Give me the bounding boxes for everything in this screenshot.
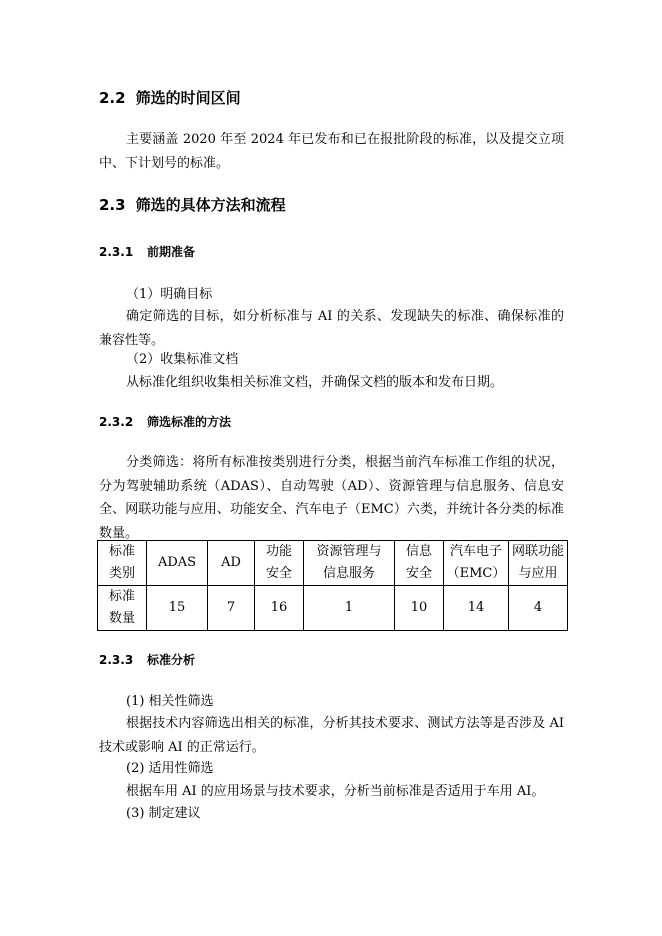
table-row (98, 586, 568, 631)
table-header-cell: 标准 类别 (98, 541, 147, 586)
paragraph-classification: 分类筛选：将所有标准按类别进行分类，根据当前汽车标准工作组的状况，分为驾驶辅助系统（ADAS）、自动驾驶（AD）、资源管理与信息服务、信息安全、网联功能与应用、功能安全、汽车电子（EMC）六类，并统计各分类的标准数量。 (99, 455, 564, 541)
paragraph-goal: 确定筛选的目标，如分析标准与 AI 的关系、发现缺失的标准、确保标准的兼容性等。 (99, 309, 564, 348)
heading-title: 筛选标准的方法 (147, 415, 232, 429)
table-header-cell: 标准 数量 (98, 586, 147, 631)
table-row (98, 541, 568, 586)
heading-title: 筛选的时间区间 (135, 89, 241, 107)
table-cell: 7 (208, 586, 255, 631)
heading-2-3 (99, 195, 286, 215)
table-header-cell: ADAS (147, 541, 208, 586)
heading-2-3-2 (99, 413, 231, 431)
table-cell: 14 (444, 586, 509, 631)
heading-number: 2.3.2 (99, 415, 134, 429)
heading-title: 前期准备 (147, 245, 196, 259)
list-item-label: (2) 适用性筛选 (126, 761, 214, 776)
list-item-label: (1) 相关性筛选 (126, 694, 214, 709)
heading-2-2 (99, 88, 241, 108)
paragraph-collect: 从标准化组织收集相关标准文档，并确保文档的版本和发布日期。 (126, 375, 504, 390)
table-cell: 4 (509, 586, 568, 631)
table-header-cell: 功能 安全 (255, 541, 304, 586)
table-header-cell: 汽车电子 （EMC） (444, 541, 509, 586)
heading-number: 2.2 (99, 89, 126, 107)
paragraph-relevance: 根据技术内容筛选出相关的标准，分析其技术要求、测试方法等是否涉及 AI 技术或影响 AI 的正常运行。 (99, 716, 564, 755)
heading-number: 2.3.1 (99, 245, 134, 259)
table-cell: 1 (304, 586, 395, 631)
list-item-label: (3) 制定建议 (126, 806, 201, 821)
table-header-cell: 资源管理与 信息服务 (304, 541, 395, 586)
table-header-cell: 网联功能 与应用 (509, 541, 568, 586)
heading-number: 2.3.3 (99, 653, 134, 667)
heading-number: 2.3 (99, 196, 126, 214)
table-header-cell: 信息 安全 (395, 541, 444, 586)
heading-title: 筛选的具体方法和流程 (135, 196, 286, 214)
table-cell: 10 (395, 586, 444, 631)
paragraph-applicability: 根据车用 AI 的应用场景与技术要求，分析当前标准是否适用于车用 AI。 (126, 784, 545, 799)
heading-title: 标准分析 (147, 653, 196, 667)
heading-2-3-3 (99, 651, 195, 669)
heading-2-3-1 (99, 243, 195, 261)
paragraph-time-range: 主要涵盖 2020 年至 2024 年已发布和已在报批阶段的标准，以及提交立项中、下计划号的标准。 (99, 132, 564, 171)
table-cell: 15 (147, 586, 208, 631)
standards-count-table (97, 540, 568, 631)
list-item-label: （1）明确目标 (126, 287, 213, 302)
table-cell: 16 (255, 586, 304, 631)
table-header-cell: AD (208, 541, 255, 586)
list-item-label: （2）收集标准文档 (126, 352, 239, 367)
